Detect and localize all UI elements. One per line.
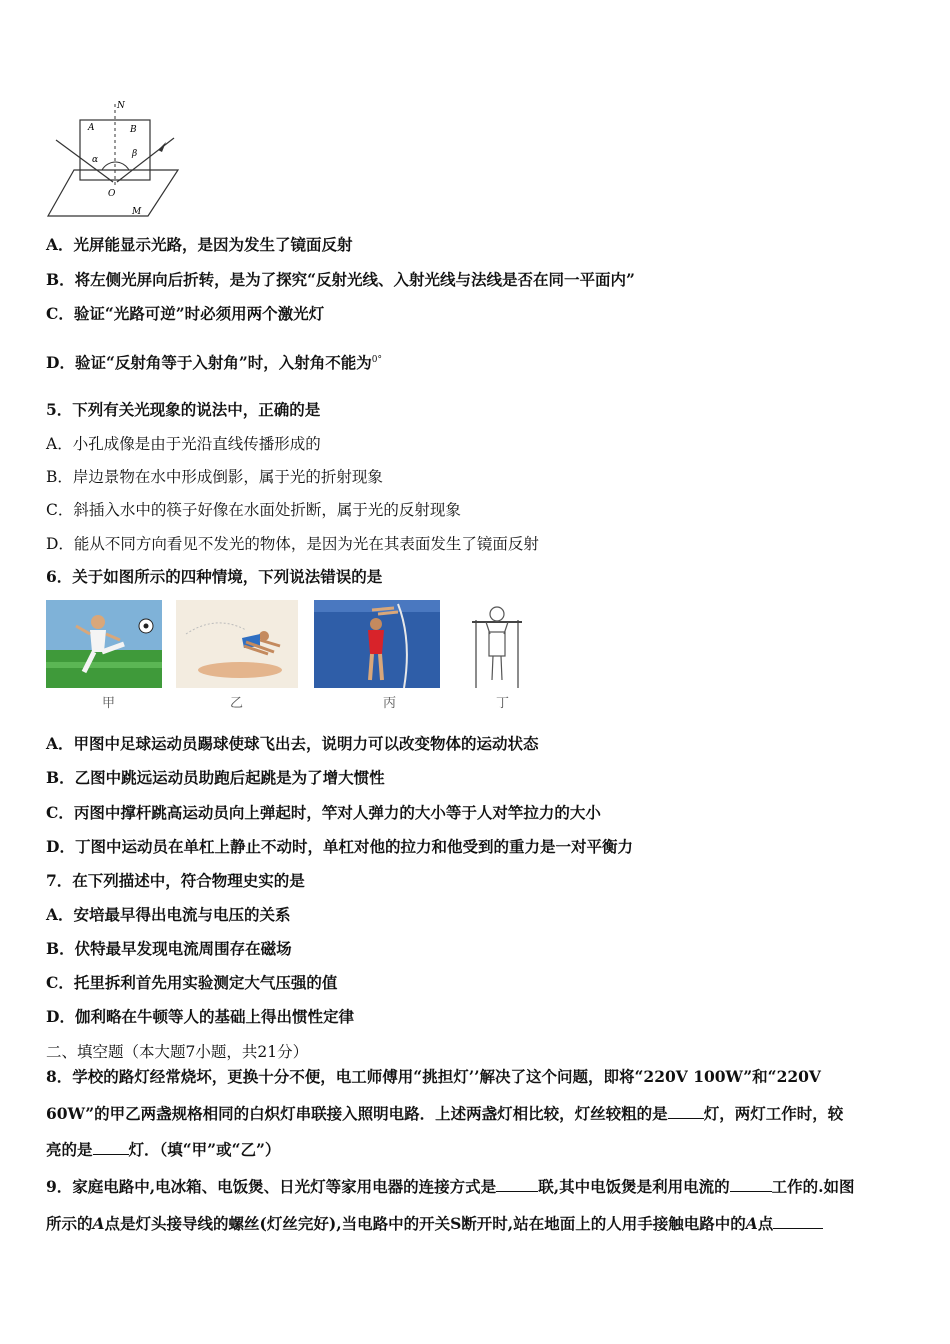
label-n: N: [117, 101, 125, 111]
q8-line-2-text: 60W”的甲乙两盏规格相同的白炽灯串联接入照明电路．上述两盏灯相比较，灯丝较粗的是: [46, 1104, 668, 1123]
q5-option-b: B．岸边景物在水中形成倒影，属于光的折射现象: [46, 468, 383, 486]
q8-line-3: [46, 1140, 280, 1160]
q9-blank-2[interactable]: [730, 1177, 772, 1192]
q9-line-2-c: 点是灯头接导线的螺丝(灯丝完好),当电路中的开关S断开时,站在地面上的人用手接触电路中的: [104, 1214, 746, 1233]
label-beta: β: [132, 149, 138, 159]
label-m: M: [132, 207, 142, 217]
q4-option-b: B．将左侧光屏向后折转，是为了探究“反射光线、入射光线与法线是否在同一平面内”: [46, 270, 635, 289]
q8-line-3-tail: 灯．（填“甲”或“乙”）: [128, 1140, 281, 1159]
q7-stem: 7．在下列描述中，符合物理史实的是: [46, 871, 305, 890]
q6-option-b: B．乙图中跳远运动员助跑后起跳是为了增大惯性: [46, 768, 385, 787]
photo-long-jump: [176, 600, 298, 688]
caption-ding: 丁: [496, 696, 510, 711]
caption-jia: 甲: [102, 696, 116, 711]
q4-option-d-text: D．验证“反射角等于入射角”时，入射角不能为: [46, 353, 372, 373]
photo-pole-vault: [314, 600, 440, 688]
q8-blank-1[interactable]: [668, 1104, 704, 1119]
label-a: A: [88, 123, 95, 133]
q6-option-c: C．丙图中撑杆跳高运动员向上弹起时，竿对人弹力的大小等于人对竿拉力的大小: [46, 803, 601, 822]
q4-option-c: C．验证“光路可逆”时必须用两个激光灯: [46, 304, 325, 323]
q9-point-a-2: A: [745, 1214, 758, 1233]
q9-line-1: [46, 1177, 855, 1197]
q9-blank-3[interactable]: [773, 1214, 823, 1229]
label-o: O: [108, 189, 116, 199]
q5-option-a: A．小孔成像是由于光沿直线传播形成的: [46, 435, 321, 453]
q5-option-c: C．斜插入水中的筷子好像在水面处折断，属于光的反射现象: [46, 501, 461, 519]
q8-line-2: [46, 1104, 843, 1124]
q7-option-d: D．伽利略在牛顿等人的基础上得出惯性定律: [46, 1007, 354, 1026]
q7-option-b: B．伏特最早发现电流周围存在磁场: [46, 939, 292, 958]
q9-line-1-b: 联,其中电饭煲是利用电流的: [538, 1177, 730, 1196]
q8-blank-2[interactable]: [93, 1140, 129, 1155]
caption-bing: 丙: [383, 696, 397, 711]
photo-soccer: [46, 600, 162, 688]
q9-blank-1[interactable]: [496, 1177, 538, 1192]
q8-line-2-tail: 灯，两灯工作时，较: [703, 1104, 844, 1123]
q7-option-a: A．安培最早得出电流与电压的关系: [46, 905, 291, 924]
q6-stem: 6．关于如图所示的四种情境，下列说法错误的是: [46, 567, 383, 586]
label-alpha: α: [92, 155, 99, 165]
optics-reflection-figure: [44, 96, 184, 222]
q7-option-c: C．托里拆利首先用实验测定大气压强的值: [46, 973, 338, 992]
q4-option-a: A．光屏能显示光路，是因为发生了镜面反射: [46, 235, 353, 254]
q4-option-d-sup: 0°: [371, 355, 383, 365]
q9-line-1-a: 9．家庭电路中,电冰箱、电饭煲、日光灯等家用电器的连接方式是: [46, 1177, 497, 1196]
q9-line-2-e: 点: [757, 1214, 774, 1233]
q4-option-d: [46, 350, 382, 373]
q8-line-3-text: 亮的是: [46, 1140, 93, 1159]
section-2-heading: 二、填空题（本大题7小题，共21分）: [46, 1043, 309, 1061]
caption-yi: 乙: [230, 696, 244, 711]
q8-line-1: 8．学校的路灯经常烧坏，更换十分不便，电工师傅用“挑担灯’’解决了这个问题，即将“220V 100W”和“220V: [46, 1067, 821, 1086]
photo-horizontal-bar: [462, 600, 526, 688]
q9-line-2: [46, 1214, 823, 1234]
q6-option-d: D．丁图中运动员在单杠上静止不动时，单杠对他的拉力和他受到的重力是一对平衡力: [46, 837, 633, 856]
q9-line-1-c: 工作的.如图: [771, 1177, 855, 1196]
q9-point-a-1: A: [92, 1214, 105, 1233]
label-b: B: [130, 125, 137, 135]
q9-line-2-a: 所示的: [46, 1214, 93, 1233]
q6-option-a: A．甲图中足球运动员踢球使球飞出去，说明力可以改变物体的运动状态: [46, 734, 539, 753]
q5-stem: 5．下列有关光现象的说法中，正确的是: [46, 400, 321, 419]
q5-option-d: D．能从不同方向看见不发光的物体，是因为光在其表面发生了镜面反射: [46, 535, 539, 553]
